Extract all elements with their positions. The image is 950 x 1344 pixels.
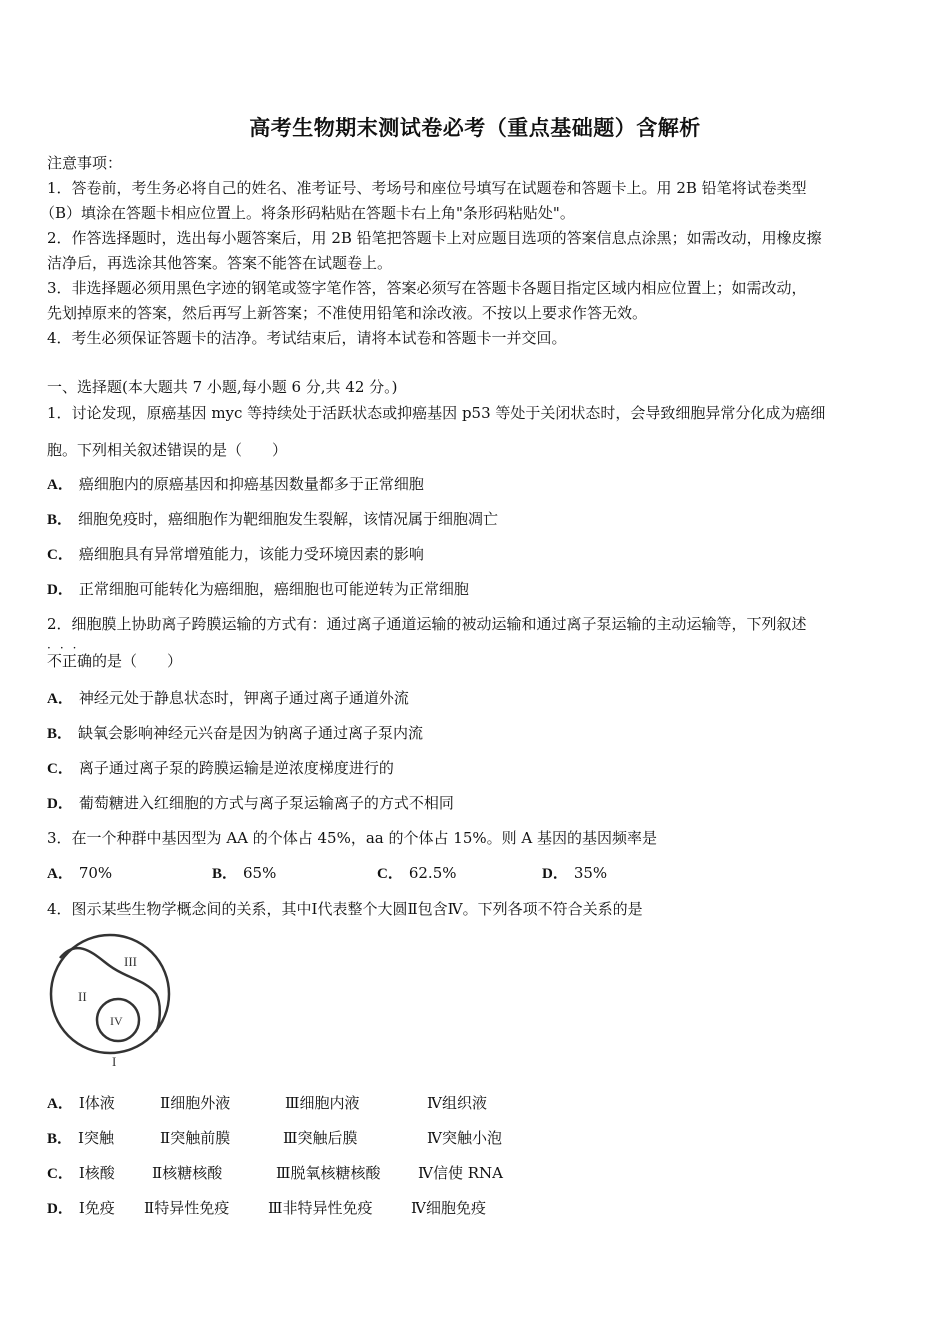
- option-col2: Ⅱ细胞外液: [160, 1094, 231, 1112]
- question-3-option-a: [47, 863, 112, 884]
- option-text: 细胞免疫时，癌细胞作为靶细胞发生裂解，该情况属于细胞凋亡: [78, 510, 499, 528]
- question-3-option-b: [212, 863, 276, 884]
- question-4-stem: 4．图示某些生物学概念间的关系，其中Ⅰ代表整个大圆Ⅱ包含Ⅳ。下列各项不符合关系的是: [47, 900, 643, 918]
- option-text: 65%: [243, 864, 277, 882]
- concept-diagram: [48, 928, 178, 1073]
- option-label: D．: [47, 1201, 73, 1217]
- option-label: B．: [47, 512, 73, 528]
- option-label: A．: [47, 691, 73, 707]
- option-label: B．: [47, 1131, 73, 1147]
- option-label: C．: [47, 1166, 73, 1182]
- option-col1: Ⅰ体液: [78, 1094, 115, 1112]
- option-text: 葡萄糖进入红细胞的方式与离子泵运输离子的方式不相同: [78, 794, 454, 812]
- option-label: B．: [212, 866, 238, 882]
- label-iv: IV: [110, 1014, 123, 1028]
- label-i: I: [112, 1054, 117, 1069]
- option-text: 离子通过离子泵的跨膜运输是逆浓度梯度进行的: [78, 759, 394, 777]
- option-col1: Ⅰ核酸: [78, 1164, 115, 1182]
- option-col3: Ⅲ突触后膜: [283, 1129, 358, 1147]
- option-text: 癌细胞内的原癌基因和抑癌基因数量都多于正常细胞: [78, 475, 424, 493]
- option-label: A．: [47, 1096, 73, 1112]
- option-col4: Ⅳ细胞免疫: [411, 1199, 486, 1217]
- question-3-stem: 3．在一个种群中基因型为 AA 的个体占 45%，aa 的个体占 15%。则 A 基因的基因频率是: [47, 829, 657, 847]
- option-text: 70%: [78, 864, 113, 882]
- option-text: 神经元处于静息状态时，钾离子通过离子通道外流: [78, 689, 409, 707]
- question-2-stem: 2．细胞膜上协助离子跨膜运输的方式有：通过离子通道运输的被动运输和通过离子泵运输的主动运输等，下列叙述: [47, 615, 807, 633]
- option-text: 62.5%: [408, 864, 457, 882]
- option-label: C．: [47, 547, 73, 563]
- question-4-option-a: [47, 1093, 115, 1114]
- question-4-option-b: [47, 1128, 114, 1149]
- question-2-option-c: [47, 758, 394, 779]
- circle-i: [51, 935, 169, 1053]
- question-1-stem: 1．讨论发现，原癌基因 myc 等持续处于活跃状态或抑癌基因 p53 等处于关闭状态时，会导致细胞异常分化成为癌细: [47, 404, 826, 422]
- option-col3: Ⅲ细胞内液: [285, 1094, 360, 1112]
- option-label: D．: [542, 866, 568, 882]
- option-label: D．: [47, 796, 73, 812]
- notice-line: 2．作答选择题时，选出每小题答案后，用 2B 铅笔把答题卡上对应题目选项的答案信息点涂黑；如需改动，用橡皮擦: [47, 229, 822, 247]
- notice-line: 3．非选择题必须用黑色字迹的钢笔或签字笔作答，答案必须写在答题卡各题目指定区域内相应位置上；如需改动，: [47, 279, 807, 297]
- option-col2: Ⅱ核糖核酸: [152, 1164, 223, 1182]
- notice-line: （B）填涂在答题卡相应位置上。将条形码粘贴在答题卡右上角"条形码粘贴处"。: [40, 204, 575, 222]
- option-col2: Ⅱ特异性免疫: [144, 1199, 230, 1217]
- question-3-option-c: [377, 863, 457, 884]
- option-label: C．: [47, 761, 73, 777]
- question-1-stem-cont: 胞。下列相关叙述错误的是（ ）: [47, 441, 288, 459]
- question-2-option-b: [47, 723, 423, 744]
- notice-heading: 注意事项：: [47, 154, 123, 172]
- page-title: 高考生物期末测试卷必考（重点基础题）含解析: [249, 116, 701, 140]
- option-col2: Ⅱ突触前膜: [160, 1129, 231, 1147]
- question-1-option-d: [47, 579, 469, 600]
- question-2-option-a: [47, 688, 409, 709]
- option-text: 缺氧会影响神经元兴奋是因为钠离子通过离子泵内流: [78, 724, 424, 742]
- option-label: B．: [47, 726, 73, 742]
- notice-line: 1．答卷前，考生务必将自己的姓名、准考证号、考场号和座位号填写在试题卷和答题卡上。用 2B 铅笔将试卷类型: [47, 179, 807, 197]
- option-label: C．: [377, 866, 403, 882]
- option-col1: Ⅰ突触: [78, 1129, 114, 1147]
- label-iii: III: [124, 954, 137, 969]
- option-text: 正常细胞可能转化为癌细胞，癌细胞也可能逆转为正常细胞: [78, 580, 469, 598]
- question-2-stem-cont: 不正确的是（ ）: [47, 652, 183, 670]
- notice-line: 洁净后，再选涂其他答案。答案不能答在试题卷上。: [47, 254, 393, 272]
- option-col4: Ⅳ突触小泡: [427, 1129, 502, 1147]
- question-1-option-b: [47, 509, 498, 530]
- option-text: 癌细胞具有异常增殖能力，该能力受环境因素的影响: [78, 545, 424, 563]
- option-col4: Ⅳ信使 RNA: [418, 1164, 504, 1182]
- notice-line: 4．考生必须保证答题卡的洁净。考试结束后，请将本试卷和答题卡一并交回。: [47, 329, 567, 347]
- question-2-option-d: [47, 793, 454, 814]
- question-1-option-a: [47, 474, 424, 495]
- option-label: A．: [47, 866, 73, 882]
- option-label: D．: [47, 582, 73, 598]
- option-text: 35%: [573, 864, 608, 882]
- question-1-option-c: [47, 544, 424, 565]
- emphasis-dots: ···: [47, 641, 86, 655]
- question-3-option-d: [542, 863, 607, 884]
- section-heading: 一、选择题(本大题共 7 小题,每小题 6 分,共 42 分。): [47, 378, 398, 396]
- option-col1: Ⅰ免疫: [78, 1199, 115, 1217]
- question-4-option-d: [47, 1198, 115, 1219]
- label-ii: II: [78, 989, 87, 1004]
- notice-line: 先划掉原来的答案，然后再写上新答案；不准使用铅笔和涂改液。不按以上要求作答无效。: [47, 304, 648, 322]
- option-col3: Ⅲ非特异性免疫: [268, 1199, 373, 1217]
- question-4-option-c: [47, 1163, 115, 1184]
- option-col3: Ⅲ脱氧核糖核酸: [276, 1164, 381, 1182]
- option-label: A．: [47, 477, 73, 493]
- option-col4: Ⅳ组织液: [427, 1094, 487, 1112]
